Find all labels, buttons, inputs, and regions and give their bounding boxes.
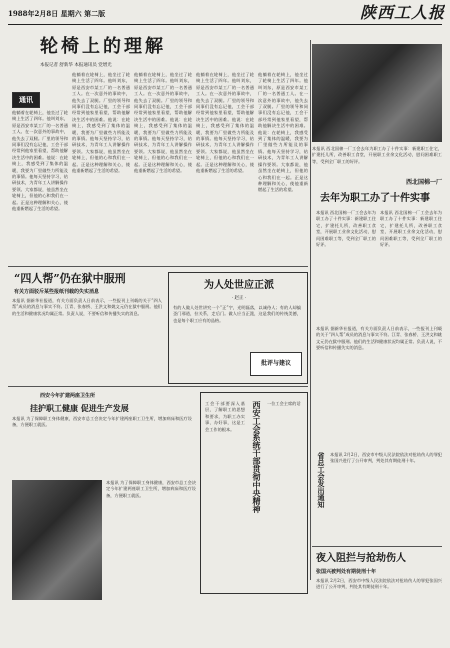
right-lower-body: 本报讯 2月2日，西安市中级人民法院依法对抢劫伤人的罪犯张国兴进行了公开审判，判处其有期徒刑十年。 [330, 452, 442, 464]
header-rule [8, 24, 442, 25]
lead-article-body-col3: 他躺着在轮椅上，他坐过了轮椅上生活了四年。他叫刘东，原是西安市某工厂的一名普通工人。在一次意外的事故中，他失去了双腿。厂里的领导和同事们没有忘记他，工会干部经常到他家里看望，帮助他解决生活中的困难。他说：在轮椅上，我感受到了集体的温暖，我要为厂里做些力所能及的事情。他每天坚持学习，钻研技术，为青年工人讲解操作要领。大家都说，他虽然坐在轮椅上，但他的心和我们在一起。正是这种理解和关心，使他重新燃起了生活的希望。 [134, 72, 192, 174]
photo-caption: 本报讯 西北国棉一厂工会去年为职工办了十件实事：新建职工住宅，扩建托儿所，改善职工食堂，开展职工业余文化活动，慰问困难职工等，受到全厂职工的好评。 [312, 146, 442, 164]
article-5-body-col1: 本报讯 西北国棉一厂工会去年为职工办了十件实事：新建职工住宅，扩建托儿所，改善职工食堂，开展职工业余文化活动，慰问困难职工等，受到全厂职工的好评。 [316, 210, 376, 248]
right-middle-body: 本报讯 据新华社报道，有关方面负责人日前表示，一些报刊上刊载的关于“四人帮”成员的消息与事实不符。江青、张春桥、王洪文和姚文元仍在狱中服刑。他们的生活和健康状况均属正常。负责人说，不要听信和传播失实的消息。 [316, 326, 442, 351]
lead-article-body-col5: 他躺着在轮椅上，他坐过了轮椅上生活了四年。他叫刘东，原是西安市某工厂的一名普通工人。在一次意外的事故中，他失去了双腿。厂里的领导和同事们没有忘记他，工会干部经常到他家里看望，帮助他解决生活中的困难。他说：在轮椅上，我感受到了集体的温暖，我要为厂里做些力所能及的事情。他每天坚持学习，钻研技术，为青年工人讲解操作要领。大家都说，他虽然坐在轮椅上，但他的心和我们在一起。正是这种理解和关心，使他重新燃起了生活的希望。 [258, 72, 308, 193]
article-4-title: 为人处世应正派 [204, 280, 274, 291]
section-divider [8, 266, 308, 267]
side-box-vertical-title: 西安工会系统干部贯彻中央精神 [252, 401, 262, 513]
crowd-photo [12, 480, 102, 600]
section-divider-3 [312, 546, 442, 547]
lead-article-body-col2: 他躺着在轮椅上，他坐过了轮椅上生活了四年。他叫刘东，原是西安市某工厂的一名普通工人。在一次意外的事故中，他失去了双腿。厂里的领导和同事们没有忘记他，工会干部经常到他家里看望，帮助他解决生活中的困难。他说：在轮椅上，我感受到了集体的温暖，我要为厂里做些力所能及的事情。他每天坚持学习，钻研技术，为青年工人讲解操作要领。大家都说，他虽然坐在轮椅上，但他的心和我们在一起。正是这种理解和关心，使他重新燃起了生活的希望。 [72, 72, 130, 174]
date-line: 1988年2月8日 星期六 第二版 [8, 9, 106, 18]
article-3-subtitle: 挂护职工健康 促进生产发展 [30, 403, 129, 413]
side-box [200, 392, 308, 594]
section-divider-2 [8, 386, 308, 387]
article-4-byline: · 赵正 · [231, 296, 247, 301]
article-6-title: 夜入阻拦与抢劫伤人 [316, 553, 406, 564]
right-vertical-title: 省总工会发出通知 [317, 452, 326, 508]
article-3-body: 本报讯 为了保障职工身体健康，西安市总工会决定今年扩建两座职工卫生所，增加病床和医疗设备，方便职工就医。 [12, 416, 192, 428]
article-5-title: 去年为职工办了十件实事 [320, 193, 430, 204]
column-divider [310, 40, 311, 580]
side-box-heading: 一位工会主席的话 [267, 401, 301, 406]
article-6-body: 本报讯 2月2日，西安市中级人民法院依法对抢劫伤人的罪犯张国兴进行了公开审判，判处其有期徒刑十年。 [316, 578, 442, 590]
side-box-body: 工会干部要深入基层，了解职工的思想和要求，为职工办实事、办好事，这是工会工作的根本。 [205, 401, 245, 432]
article-4-body: 有的人做人处世讲究一个“正”字，光明磊落，以诚待人；有的人却搞歪门邪道，拉关系，走后门。做人应当正派，这是我们的传统美德，也是每个职工应有的品格。 [173, 305, 301, 323]
article-5-body-col2: 本报讯 西北国棉一厂工会去年为职工办了十件实事：新建职工住宅，扩建托儿所，改善职工食堂，开展职工业余文化活动，慰问困难职工等，受到全厂职工的好评。 [380, 210, 442, 248]
article-5-org: 西北国棉一厂 [405, 179, 442, 186]
factory-photo [312, 44, 442, 142]
masthead: 陕西工人报 [359, 3, 445, 22]
article-2-body: 本报讯 据新华社报道，有关方面负责人日前表示，一些报刊上刊载的关于“四人帮”成员的消息与事实不符。江青、张春桥、王洪文和姚文元仍在狱中服刑。他们的生活和健康状况均属正常。负责人说，不要听信和传播失实的消息。 [12, 298, 162, 316]
lead-article-body-col4: 他躺着在轮椅上，他坐过了轮椅上生活了四年。他叫刘东，原是西安市某工厂的一名普通工人。在一次意外的事故中，他失去了双腿。厂里的领导和同事们没有忘记他，工会干部经常到他家里看望，帮助他解决生活中的困难。他说：在轮椅上，我感受到了集体的温暖，我要为厂里做些力所能及的事情。他每天坚持学习，钻研技术，为青年工人讲解操作要领。大家都说，他虽然坐在轮椅上，但他的心和我们在一起。正是这种理解和关心，使他重新燃起了生活的希望。 [196, 72, 254, 174]
article-2-title: “四人帮”仍在狱中服刑 [14, 272, 126, 285]
feature-tag: 通讯 [12, 92, 40, 108]
article-3-body-col2: 本报讯 为了保障职工身体健康，西安市总工会决定今年扩建两座职工卫生所，增加病床和医疗设备，方便职工就医。 [106, 480, 196, 498]
lead-article-title: 轮椅上的理解 [40, 36, 166, 57]
article-2-subtitle: 有关方面驳斥某些报纸刊载的失实消息 [14, 289, 100, 295]
lead-article-body-col1: 他躺着在轮椅上，他坐过了轮椅上生活了四年。他叫刘东，原是西安市某工厂的一名普通工人。在一次意外的事故中，他失去了双腿。厂里的领导和同事们没有忘记他，工会干部经常到他家里看望，帮助他解决生活中的困难。他说：在轮椅上，我感受到了集体的温暖，我要为厂里做些力所能及的事情。他每天坚持学习，钻研技术，为青年工人讲解操作要领。大家都说，他虽然坐在轮椅上，但他的心和我们在一起。正是这种理解和关心，使他重新燃起了生活的希望。 [12, 110, 68, 212]
lead-article-byline: 本报记者 舒新华 本报通讯员 党增光 [40, 63, 112, 68]
mini-box: 批评与建议 [250, 352, 302, 376]
article-3-title: 西安今年扩建两座卫生所 [40, 393, 96, 399]
article-6-subtitle: 张国兴被判处有期徒刑十年 [316, 569, 377, 575]
